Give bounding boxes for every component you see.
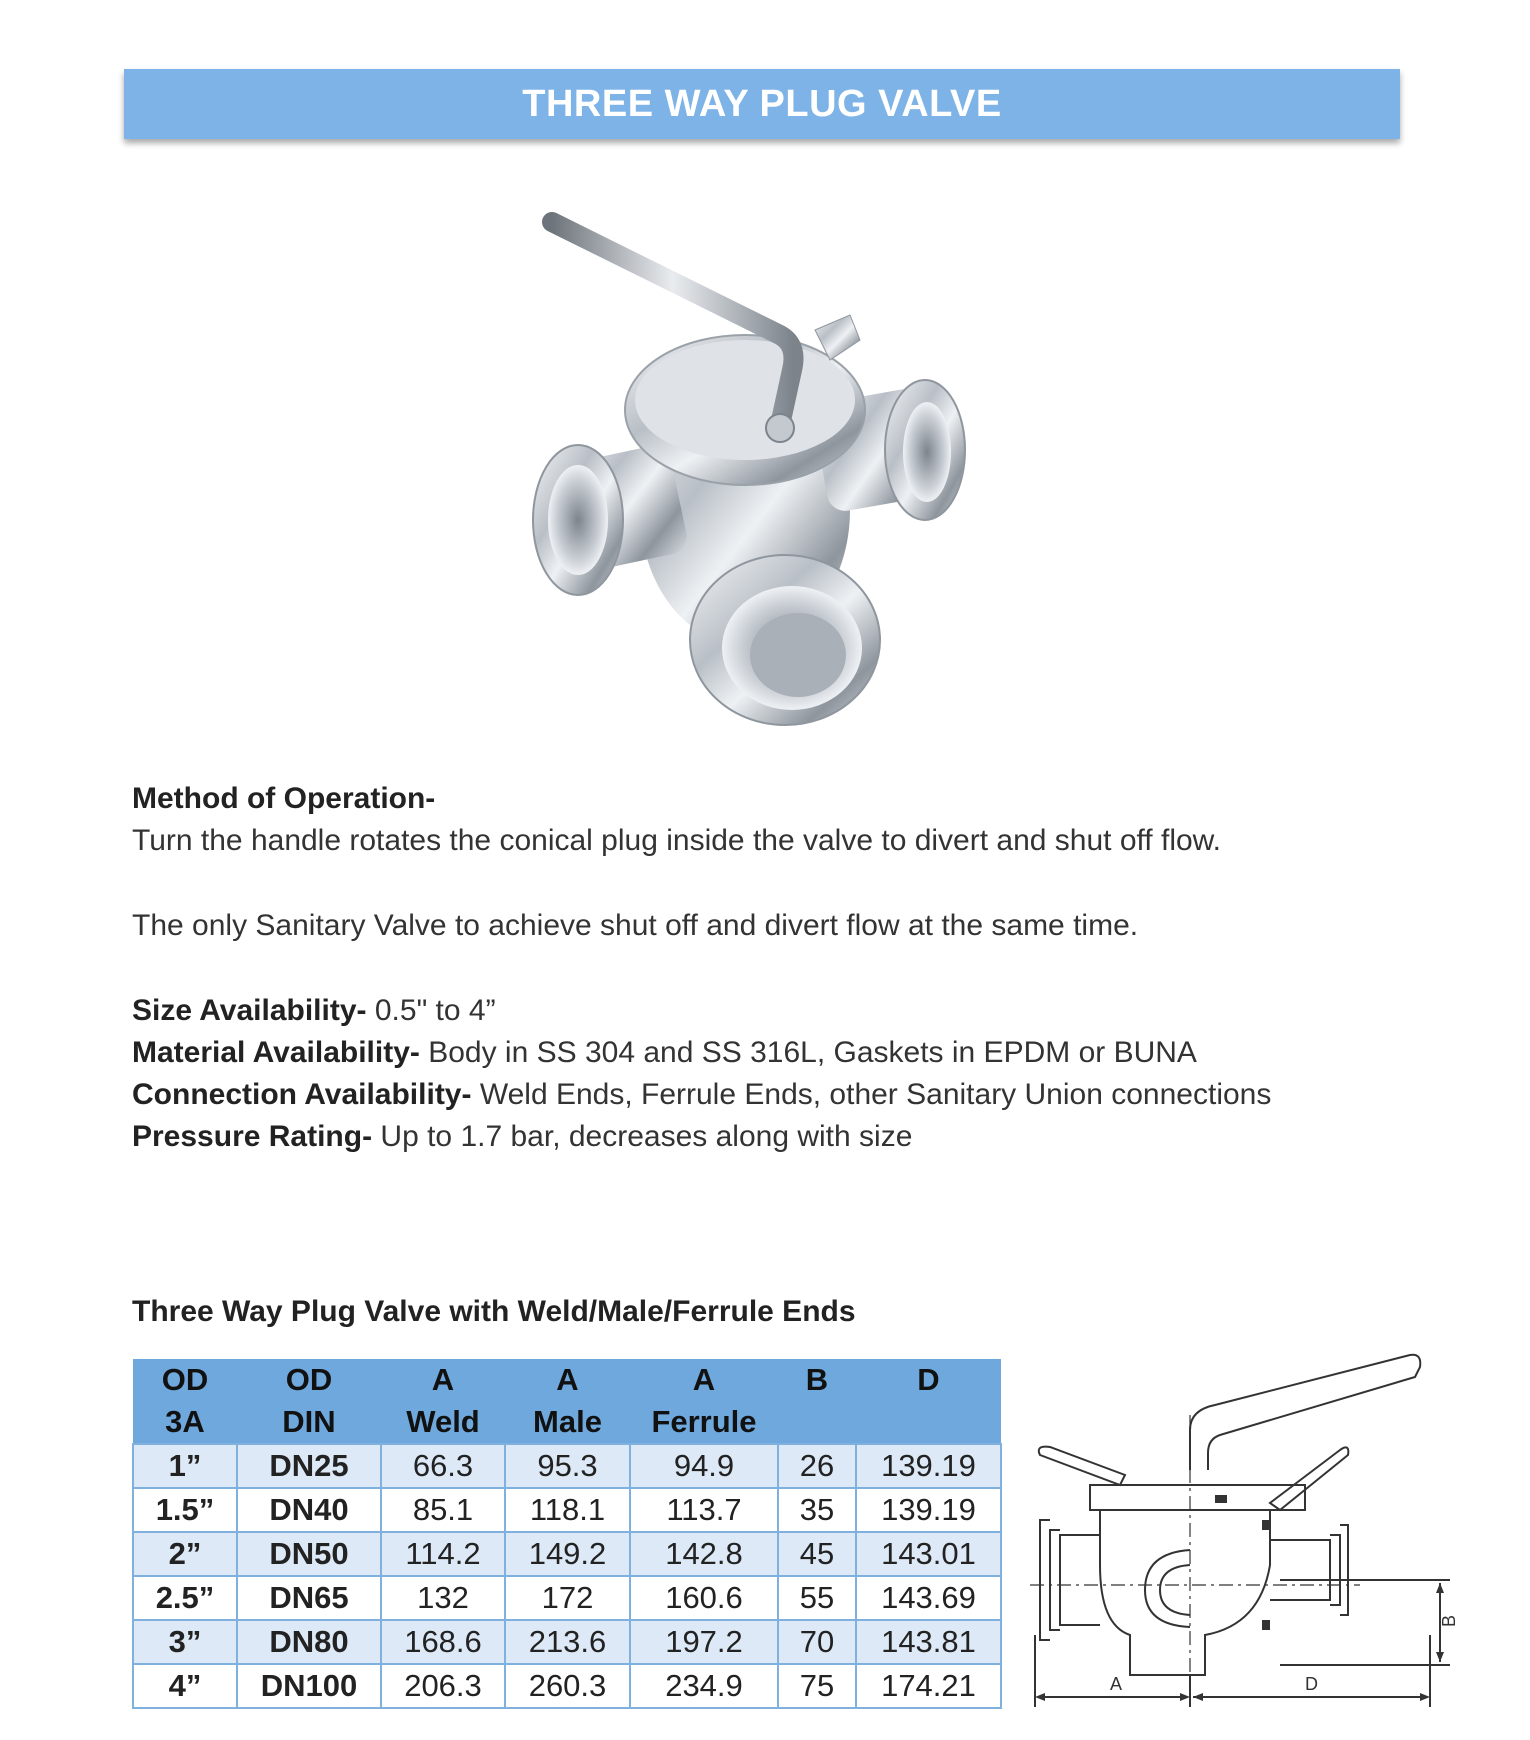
table-cell: 142.8: [630, 1532, 778, 1576]
table-row: [133, 1576, 1001, 1620]
description-block: [132, 778, 1412, 1158]
column-header: D: [856, 1359, 1001, 1444]
table-cell: DN100: [237, 1664, 381, 1708]
spec-connection: [132, 1074, 1412, 1116]
title-banner: [124, 69, 1400, 139]
table-cell: 1”: [133, 1444, 237, 1488]
table-cell: DN65: [237, 1576, 381, 1620]
table-cell: 1.5”: [133, 1488, 237, 1532]
table-cell: 113.7: [630, 1488, 778, 1532]
column-header: OD DIN: [237, 1359, 381, 1444]
table-cell: 114.2: [381, 1532, 505, 1576]
table-row: [133, 1620, 1001, 1664]
method-text: Turn the handle rotates the conical plug inside the valve to divert and shut off flow.: [132, 824, 1222, 857]
table-cell: 160.6: [630, 1576, 778, 1620]
table-cell: 206.3: [381, 1664, 505, 1708]
table-cell: 94.9: [630, 1444, 778, 1488]
spec-label: Material Availability-: [132, 1036, 420, 1069]
unique-text: The only Sanitary Valve to achieve shut off and divert flow at the same time.: [132, 909, 1139, 942]
table-cell: 143.01: [856, 1532, 1001, 1576]
spec-value: 0.5" to 4”: [366, 994, 496, 1027]
table-cell: 139.19: [856, 1444, 1001, 1488]
table-cell: DN50: [237, 1532, 381, 1576]
table-cell: 118.1: [505, 1488, 630, 1532]
dimensions-table: [132, 1359, 1002, 1709]
table-row: [133, 1664, 1001, 1708]
table-cell: 2”: [133, 1532, 237, 1576]
column-header: A Male: [505, 1359, 630, 1444]
table-cell: 174.21: [856, 1664, 1001, 1708]
dimension-label-b: B: [1439, 1614, 1459, 1627]
table-cell: 213.6: [505, 1620, 630, 1664]
table-cell: 168.6: [381, 1620, 505, 1664]
table-cell: 143.69: [856, 1576, 1001, 1620]
table-row: [133, 1444, 1001, 1488]
table-cell: DN25: [237, 1444, 381, 1488]
column-header: A Weld: [381, 1359, 505, 1444]
table-title: Three Way Plug Valve with Weld/Male/Ferrule Ends: [132, 1295, 856, 1328]
valve-technical-drawing: [1030, 1335, 1470, 1715]
dimension-label-a: A: [1110, 1674, 1123, 1694]
table-cell: 45: [778, 1532, 856, 1576]
table-cell: 234.9: [630, 1664, 778, 1708]
spec-label: Connection Availability-: [132, 1078, 472, 1111]
spec-size: [132, 990, 1412, 1032]
table-cell: 95.3: [505, 1444, 630, 1488]
spec-label: Size Availability-: [132, 994, 367, 1027]
spec-value: Weld Ends, Ferrule Ends, other Sanitary Union connections: [471, 1078, 1272, 1111]
table-cell: DN80: [237, 1620, 381, 1664]
spec-pressure: [132, 1116, 1412, 1158]
spec-value: Body in SS 304 and SS 316L, Gaskets in EPDM or BUNA: [419, 1036, 1197, 1069]
table-cell: 66.3: [381, 1444, 505, 1488]
column-header: A Ferrule: [630, 1359, 778, 1444]
table-cell: 4”: [133, 1664, 237, 1708]
spec-value: Up to 1.7 bar, decreases along with size: [372, 1120, 913, 1153]
table-cell: 3”: [133, 1620, 237, 1664]
table-cell: 172: [505, 1576, 630, 1620]
table-row: [133, 1532, 1001, 1576]
table-cell: 197.2: [630, 1620, 778, 1664]
spec-material: [132, 1032, 1412, 1074]
table-cell: 139.19: [856, 1488, 1001, 1532]
table-cell: 143.81: [856, 1620, 1001, 1664]
table-cell: 149.2: [505, 1532, 630, 1576]
column-header: OD 3A: [133, 1359, 237, 1444]
table-row: [133, 1488, 1001, 1532]
spec-label: Pressure Rating-: [132, 1120, 373, 1153]
column-header: B: [778, 1359, 856, 1444]
table-cell: 260.3: [505, 1664, 630, 1708]
valve-product-photo: [530, 200, 1010, 740]
page-title: THREE WAY PLUG VALVE: [522, 82, 1002, 125]
table-cell: DN40: [237, 1488, 381, 1532]
table-cell: 85.1: [381, 1488, 505, 1532]
dimension-label-d: D: [1305, 1674, 1318, 1694]
table-cell: 35: [778, 1488, 856, 1532]
method-heading: Method of Operation-: [132, 782, 436, 815]
table-cell: 2.5”: [133, 1576, 237, 1620]
table-header-row: [133, 1359, 1001, 1444]
table-cell: 26: [778, 1444, 856, 1488]
table-cell: 55: [778, 1576, 856, 1620]
table-cell: 75: [778, 1664, 856, 1708]
table-cell: 70: [778, 1620, 856, 1664]
table-cell: 132: [381, 1576, 505, 1620]
